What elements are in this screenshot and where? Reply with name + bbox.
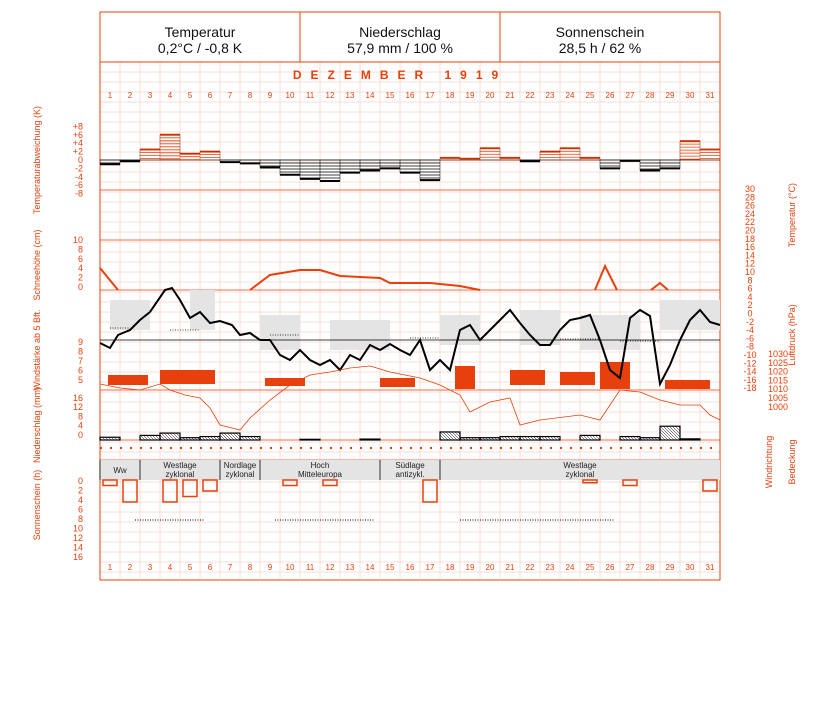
temperature-tick: 18 <box>744 233 756 244</box>
sunshine-bar <box>583 480 597 483</box>
day-number: 2 <box>127 91 133 100</box>
temperature-tick: 26 <box>744 200 756 211</box>
weather-type-label: zyklonal <box>165 470 195 479</box>
pressure-tick: 1025 <box>768 357 789 368</box>
pressure-tick: 1015 <box>768 375 789 386</box>
day-number: 28 <box>645 563 655 572</box>
temp-anomaly-bar <box>380 160 400 168</box>
weather-type-label: antizykl. <box>395 470 425 479</box>
day-number: 12 <box>325 563 335 572</box>
day-number: 17 <box>425 91 435 100</box>
precip-hatch <box>675 426 680 431</box>
temp-anomaly-tick: -4 <box>74 171 83 182</box>
precip-tick: 0 <box>77 429 83 440</box>
precip-hatch <box>660 429 671 440</box>
pressure-range-shade <box>260 315 300 350</box>
temp-anomaly-tick: -8 <box>74 188 83 199</box>
wind-direction-axis-label: Windrichtung <box>764 435 774 489</box>
pressure-tick: 1020 <box>768 366 789 377</box>
cloud-cover-axis-label: Bedeckung <box>787 439 797 485</box>
precip-hatch <box>669 426 680 437</box>
day-number: 3 <box>147 563 153 572</box>
day-number: 14 <box>365 563 375 572</box>
day-number: 8 <box>247 563 253 572</box>
precip-hatch <box>455 432 460 437</box>
pressure-axis-label: Luftdruck (hPa) <box>787 304 797 366</box>
wind-tick: 5 <box>77 375 83 385</box>
day-number: 21 <box>505 563 515 572</box>
day-number: 9 <box>267 563 273 572</box>
month-title: DEZEMBER 1919 <box>292 68 508 82</box>
sunshine-panel <box>73 476 717 562</box>
pressure-range-shade <box>580 315 640 350</box>
day-number: 9 <box>267 91 273 100</box>
precip-hatch <box>173 433 180 440</box>
precip-hatch <box>221 433 228 440</box>
sunshine-bar <box>323 480 337 486</box>
summary-header <box>158 24 644 56</box>
day-number: 26 <box>605 563 615 572</box>
sunshine-tick: 12 <box>72 533 83 543</box>
precip-hatch <box>663 426 677 440</box>
day-number: 26 <box>605 91 615 100</box>
temperature-tick: 0 <box>747 308 753 319</box>
day-number: 24 <box>565 91 575 100</box>
temperature-tick: -16 <box>743 374 757 385</box>
temp-anomaly-bar <box>200 152 220 160</box>
weather-type-label: Nordlage <box>223 461 257 470</box>
precip-tick: 4 <box>77 420 83 431</box>
sunshine-title: Sonnenschein <box>555 24 645 40</box>
temperature-tick: 6 <box>747 283 753 294</box>
temperature-tick: -2 <box>745 316 755 327</box>
precip-hatch <box>666 426 680 440</box>
sunshine-bar <box>703 480 717 491</box>
temperature-tick: 28 <box>744 192 756 203</box>
day-number: 7 <box>227 91 233 100</box>
temperature-tick: -18 <box>743 383 757 394</box>
day-number: 18 <box>445 563 455 572</box>
day-number: 10 <box>285 563 295 572</box>
day-number: 3 <box>147 91 153 100</box>
sunshine-tick: 16 <box>72 552 83 562</box>
snow-depth-panel <box>73 235 668 292</box>
pressure-range-shade <box>110 300 150 330</box>
temperature-axis-label: Temperatur (°C) <box>787 182 797 248</box>
day-number: 27 <box>625 563 635 572</box>
day-number: 5 <box>187 91 193 100</box>
day-number: 8 <box>247 91 253 100</box>
temp-anomaly-tick: +4 <box>72 138 83 149</box>
sunshine-bar <box>123 480 137 502</box>
day-number: 16 <box>405 563 415 572</box>
wind-tick: 7 <box>77 356 83 366</box>
wind-force-bar <box>600 362 630 389</box>
day-number: 6 <box>207 563 213 572</box>
sunshine-bar <box>283 480 297 486</box>
temp-anomaly-tick: -6 <box>74 180 83 191</box>
precip-hatch <box>230 433 237 440</box>
temperature-tick: -4 <box>745 325 755 336</box>
day-number: 30 <box>685 563 695 572</box>
sunshine-bar <box>163 480 177 502</box>
day-number: 29 <box>665 91 675 100</box>
day-number: 17 <box>425 563 435 572</box>
temperature-tick: 16 <box>744 242 756 253</box>
wind-force-bar <box>665 380 710 389</box>
day-number: 15 <box>385 91 395 100</box>
day-number: 21 <box>505 91 515 100</box>
precip-hatch <box>161 433 168 440</box>
wind-force-bar <box>265 378 305 386</box>
pressure-range-shade <box>660 300 720 330</box>
day-number: 28 <box>645 91 655 100</box>
precip-hatch <box>224 433 231 440</box>
pressure-tick: 1005 <box>768 393 789 403</box>
snow-tick: 0 <box>77 282 83 292</box>
wind-force-bar <box>510 370 545 385</box>
precip-axis-label: Niederschlag (mm) <box>32 386 42 464</box>
day-numbers-bottom <box>108 563 715 572</box>
day-number: 22 <box>525 91 535 100</box>
temp-anomaly-bar <box>160 135 180 160</box>
sunshine-bar <box>103 480 117 486</box>
temp-anomaly-tick: +2 <box>72 146 83 157</box>
day-number: 31 <box>705 91 715 100</box>
day-number: 25 <box>585 91 595 100</box>
precip-hatch <box>233 433 240 440</box>
pressure-range-shade <box>190 290 215 330</box>
weather-type-label: Südlage <box>395 461 425 470</box>
day-number: 2 <box>127 563 133 572</box>
precip-hatch <box>227 433 234 440</box>
day-number: 23 <box>545 563 555 572</box>
weather-type-label: zyklonal <box>565 470 595 479</box>
precip-hatch <box>660 435 665 440</box>
temperature-tick: 12 <box>744 258 756 269</box>
temp-anomaly-bar <box>600 160 620 168</box>
pressure-range-shade <box>330 320 390 350</box>
day-number: 29 <box>665 563 675 572</box>
wind-pressure-panel <box>78 288 720 430</box>
temperature-tick: 14 <box>744 250 756 261</box>
sunshine-tick: 14 <box>72 542 83 553</box>
temperature-anomaly-panel <box>73 121 720 198</box>
temperature-tick: 20 <box>744 225 756 236</box>
temperature-tick: 22 <box>744 217 756 228</box>
day-number: 19 <box>465 91 475 100</box>
weather-type-label: Westlage <box>163 461 197 470</box>
day-number: 22 <box>525 563 535 572</box>
precip-tick: 16 <box>72 393 83 403</box>
pressure-tick: 1030 <box>768 349 789 359</box>
precip-tick: 8 <box>77 411 83 422</box>
day-number: 10 <box>285 91 295 100</box>
temperature-tick: 24 <box>744 208 756 219</box>
temp-anomaly-tick: -2 <box>74 163 83 174</box>
temp-anomaly-outline <box>100 135 720 181</box>
temperature-tick: 8 <box>747 275 753 286</box>
snow-tick: 10 <box>72 235 83 245</box>
temperature-tick: 2 <box>747 300 753 311</box>
sunshine-bar <box>623 480 637 486</box>
temp-anomaly-axis-label: Temperaturabweichung (K) <box>32 105 42 215</box>
precip-title: Niederschlag <box>359 24 441 40</box>
sunshine-tick: 0 <box>77 476 83 486</box>
sunshine-tick: 6 <box>77 504 83 515</box>
day-number: 15 <box>385 563 395 572</box>
wind-tick: 6 <box>77 365 83 376</box>
precip-hatch <box>220 435 225 440</box>
temp-anomaly-tick: +8 <box>72 121 83 132</box>
sunshine-tick: 10 <box>72 523 83 534</box>
temperature-tick: -6 <box>745 333 755 344</box>
sunshine-tick: 4 <box>77 495 83 505</box>
day-numbers-top <box>108 91 715 100</box>
precip-hatch <box>660 426 674 440</box>
precip-hatch <box>164 433 171 440</box>
day-number: 4 <box>167 91 173 100</box>
precip-hatch <box>440 435 445 440</box>
pressure-tick: 1010 <box>768 384 789 395</box>
day-number: 31 <box>705 563 715 572</box>
weather-type-label: zyklonal <box>225 470 255 479</box>
snow-axis-label: Schneehöhe (cm) <box>32 229 42 301</box>
weather-type-label: Ww <box>113 466 127 475</box>
day-number: 7 <box>227 563 233 572</box>
day-number: 12 <box>325 91 335 100</box>
temperature-tick: 30 <box>744 184 756 194</box>
sunshine-tick: 2 <box>77 485 83 496</box>
wind-tick: 9 <box>77 337 83 347</box>
temp-anomaly-bar <box>540 152 560 160</box>
day-number: 25 <box>585 563 595 572</box>
day-number: 18 <box>445 91 455 100</box>
right-axes <box>743 184 788 412</box>
day-number: 6 <box>207 91 213 100</box>
pressure-tick: 1000 <box>768 401 789 412</box>
precip-hatch <box>160 435 165 440</box>
wind-force-bar <box>380 378 415 387</box>
day-number: 20 <box>485 91 495 100</box>
day-number: 13 <box>345 563 355 572</box>
day-number: 14 <box>365 91 375 100</box>
day-number: 19 <box>465 563 475 572</box>
day-number: 30 <box>685 91 695 100</box>
weather-type-label: Westlage <box>563 461 597 470</box>
day-number: 23 <box>545 91 555 100</box>
sunshine-bar <box>423 480 437 502</box>
day-number: 16 <box>405 91 415 100</box>
day-number: 11 <box>305 91 315 100</box>
precip-hatch <box>167 433 174 440</box>
precip-tick: 12 <box>72 402 83 413</box>
temperature-value: 0,2°C / -0,8 K <box>157 40 243 56</box>
sun-axis-label: Sonnenschein (h) <box>32 469 42 541</box>
snow-tick: 4 <box>77 263 83 274</box>
snow-depth-line <box>100 266 668 290</box>
sunshine-tick: 8 <box>77 514 83 524</box>
temperature-tick: -14 <box>743 366 757 377</box>
day-number: 5 <box>187 563 193 572</box>
sunshine-value: 28,5 h / 62 % <box>558 40 642 56</box>
wind-force-bar <box>455 366 475 389</box>
wind-force-bar <box>560 372 595 385</box>
day-number: 11 <box>305 563 315 572</box>
temperature-tick: 4 <box>747 291 753 302</box>
sunshine-bar <box>183 480 197 497</box>
temp-anomaly-tick: 0 <box>77 155 83 165</box>
day-number: 4 <box>167 563 173 572</box>
temperature-tick: -12 <box>743 358 757 369</box>
wind-tick: 8 <box>77 346 83 357</box>
weather-type-label: Mitteleuropa <box>297 470 343 479</box>
snow-tick: 2 <box>77 272 83 283</box>
day-number: 20 <box>485 563 495 572</box>
snow-tick: 8 <box>77 244 83 255</box>
wind-force-bar <box>108 375 148 385</box>
temperature-tick: -8 <box>745 341 755 352</box>
day-number: 24 <box>565 563 575 572</box>
temperature-tick: -10 <box>743 350 757 360</box>
temp-anomaly-bar <box>660 160 680 168</box>
day-number: 1 <box>107 91 113 100</box>
temperature-title: Temperatur <box>164 24 236 40</box>
temperature-tick: 10 <box>744 267 756 277</box>
snow-tick: 6 <box>77 253 83 264</box>
day-number: 13 <box>345 91 355 100</box>
wind-force-bar <box>160 370 215 384</box>
weather-type-label: Hoch <box>310 461 330 470</box>
precip-hatch <box>170 433 177 440</box>
day-number: 27 <box>625 91 635 100</box>
temp-anomaly-bar <box>260 160 280 168</box>
weather-type-panel <box>100 460 720 480</box>
temp-anomaly-tick: +6 <box>72 129 83 140</box>
day-number: 1 <box>107 563 113 572</box>
precip-value: 57,9 mm / 100 % <box>347 40 453 56</box>
sunshine-bar <box>203 480 217 491</box>
wind-axis-label: Windstärke ab 5 Bft. <box>32 309 42 391</box>
